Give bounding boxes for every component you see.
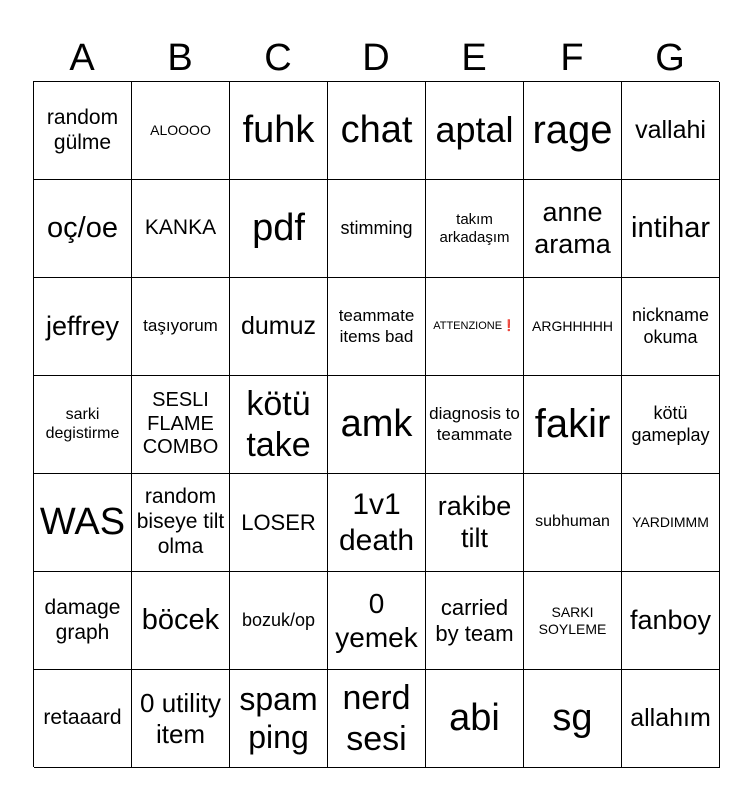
column-letter-d: D bbox=[362, 37, 390, 79]
cell-text: jeffrey bbox=[45, 310, 120, 341]
bingo-cell[interactable] bbox=[132, 474, 230, 572]
bingo-cell[interactable] bbox=[328, 670, 426, 768]
cell-text: teammate items bad bbox=[338, 306, 415, 346]
cell-text: rakibe tilt bbox=[437, 490, 512, 553]
cell-text: aptal bbox=[435, 109, 514, 151]
bingo-cell[interactable] bbox=[622, 82, 720, 180]
cell-text: SESLI FLAME COMBO bbox=[142, 389, 219, 459]
cell-text: ALOOOO bbox=[150, 122, 211, 139]
cell-text: KANKA bbox=[144, 216, 217, 240]
bingo-cell[interactable] bbox=[524, 572, 622, 670]
cell-text: 0 yemek bbox=[335, 588, 418, 653]
bingo-cell[interactable] bbox=[524, 278, 622, 376]
bingo-cell[interactable] bbox=[132, 376, 230, 474]
cell-text: carried by team bbox=[435, 594, 514, 646]
bingo-cell[interactable] bbox=[132, 180, 230, 278]
bingo-cell[interactable] bbox=[426, 82, 524, 180]
bingo-cell[interactable] bbox=[328, 278, 426, 376]
cell-text: diagnosis to teammate bbox=[429, 404, 520, 444]
bingo-cell[interactable] bbox=[524, 670, 622, 768]
cell-text: subhuman bbox=[535, 513, 610, 531]
bingo-cell[interactable] bbox=[230, 82, 328, 180]
cell-text: LOSER bbox=[241, 509, 316, 535]
bingo-cell[interactable] bbox=[34, 572, 132, 670]
cell-text: bozuk/op bbox=[241, 609, 316, 630]
cell-text: fakir bbox=[534, 401, 611, 446]
cell-text: kötü gameplay bbox=[631, 403, 710, 445]
bingo-cell[interactable] bbox=[230, 474, 328, 572]
bingo-cell[interactable] bbox=[132, 278, 230, 376]
bingo-cell[interactable] bbox=[328, 474, 426, 572]
cell-text: nerd sesi bbox=[342, 679, 411, 758]
bingo-cell[interactable] bbox=[34, 670, 132, 768]
bingo-cell[interactable] bbox=[524, 82, 622, 180]
bingo-cell[interactable] bbox=[622, 670, 720, 768]
cell-text: sg bbox=[552, 697, 593, 740]
cell-text: allahım bbox=[630, 703, 711, 732]
bingo-board bbox=[33, 81, 719, 767]
cell-text: vallahi bbox=[635, 115, 706, 144]
bingo-cell[interactable] bbox=[34, 278, 132, 376]
column-letter-e: E bbox=[461, 37, 487, 79]
attenzione-label: ATTENZIONE bbox=[433, 320, 503, 333]
bingo-cell[interactable] bbox=[230, 572, 328, 670]
column-letter-g: G bbox=[655, 37, 685, 79]
bingo-cell[interactable] bbox=[230, 180, 328, 278]
cell-text: böcek bbox=[141, 604, 220, 637]
cell-text: WAS bbox=[39, 501, 126, 544]
cell-text: stimming bbox=[340, 217, 413, 238]
bingo-cell[interactable] bbox=[426, 180, 524, 278]
cell-text: retaaard bbox=[43, 706, 122, 730]
column-letter-c: C bbox=[264, 37, 292, 79]
bingo-cell[interactable] bbox=[230, 670, 328, 768]
cell-text: nickname okuma bbox=[631, 305, 710, 347]
cell-text: ARGHHHHH bbox=[532, 318, 613, 335]
bingo-cell[interactable] bbox=[34, 376, 132, 474]
cell-text: abi bbox=[449, 697, 500, 740]
exclamation-icon: ❗ bbox=[502, 320, 516, 333]
bingo-cell[interactable] bbox=[622, 474, 720, 572]
cell-text: sarki degistirme bbox=[45, 405, 120, 442]
bingo-cell[interactable] bbox=[622, 278, 720, 376]
bingo-cell[interactable] bbox=[524, 180, 622, 278]
cell-text: taşıyorum bbox=[143, 316, 218, 336]
bingo-cell[interactable] bbox=[328, 180, 426, 278]
cell-text: YARDIMMM bbox=[632, 514, 709, 531]
cell-text: anne arama bbox=[534, 196, 611, 259]
bingo-cell[interactable] bbox=[34, 82, 132, 180]
bingo-cell[interactable] bbox=[328, 82, 426, 180]
cell-text: chat bbox=[340, 109, 413, 152]
cell-text: dumuz bbox=[240, 311, 317, 340]
cell-text: damage graph bbox=[44, 595, 121, 644]
cell-text: random biseye tilt olma bbox=[136, 485, 225, 558]
bingo-cell[interactable] bbox=[524, 474, 622, 572]
column-letter-a: A bbox=[69, 37, 95, 79]
bingo-cell[interactable] bbox=[622, 572, 720, 670]
bingo-cell[interactable] bbox=[622, 180, 720, 278]
cell-text: 0 utility item bbox=[140, 687, 221, 749]
bingo-cell[interactable] bbox=[426, 278, 524, 376]
bingo-cell[interactable] bbox=[230, 278, 328, 376]
bingo-cell[interactable] bbox=[132, 670, 230, 768]
cell-text: takım arkadaşım bbox=[439, 210, 510, 246]
bingo-header bbox=[33, 34, 719, 82]
cell-text: fuhk bbox=[242, 109, 315, 152]
bingo-cell[interactable] bbox=[328, 376, 426, 474]
cell-text: spam ping bbox=[239, 680, 318, 755]
bingo-cell[interactable] bbox=[132, 82, 230, 180]
bingo-cell[interactable] bbox=[34, 474, 132, 572]
cell-text: oç/oe bbox=[47, 212, 118, 245]
bingo-cell[interactable] bbox=[34, 180, 132, 278]
bingo-cell[interactable] bbox=[622, 376, 720, 474]
cell-text: pdf bbox=[252, 207, 305, 250]
cell-text: SARKI SOYLEME bbox=[538, 603, 607, 637]
bingo-cell[interactable] bbox=[426, 376, 524, 474]
column-letter-b: B bbox=[167, 37, 193, 79]
column-letter-f: F bbox=[560, 37, 584, 79]
bingo-cell[interactable] bbox=[426, 474, 524, 572]
bingo-cell[interactable] bbox=[426, 572, 524, 670]
bingo-cell[interactable] bbox=[132, 572, 230, 670]
cell-text: amk bbox=[340, 403, 413, 446]
cell-text: rage bbox=[532, 107, 613, 152]
cell-text: 1v1 death bbox=[338, 488, 415, 557]
cell-text: kötü take bbox=[246, 385, 311, 464]
bingo-cell[interactable] bbox=[426, 670, 524, 768]
bingo-cell[interactable] bbox=[524, 376, 622, 474]
cell-text: intihar bbox=[631, 212, 710, 245]
bingo-cell[interactable] bbox=[230, 376, 328, 474]
cell-text: random gülme bbox=[46, 105, 119, 154]
cell-text: fanboy bbox=[629, 604, 712, 635]
bingo-cell[interactable] bbox=[328, 572, 426, 670]
cell-text bbox=[433, 320, 516, 333]
